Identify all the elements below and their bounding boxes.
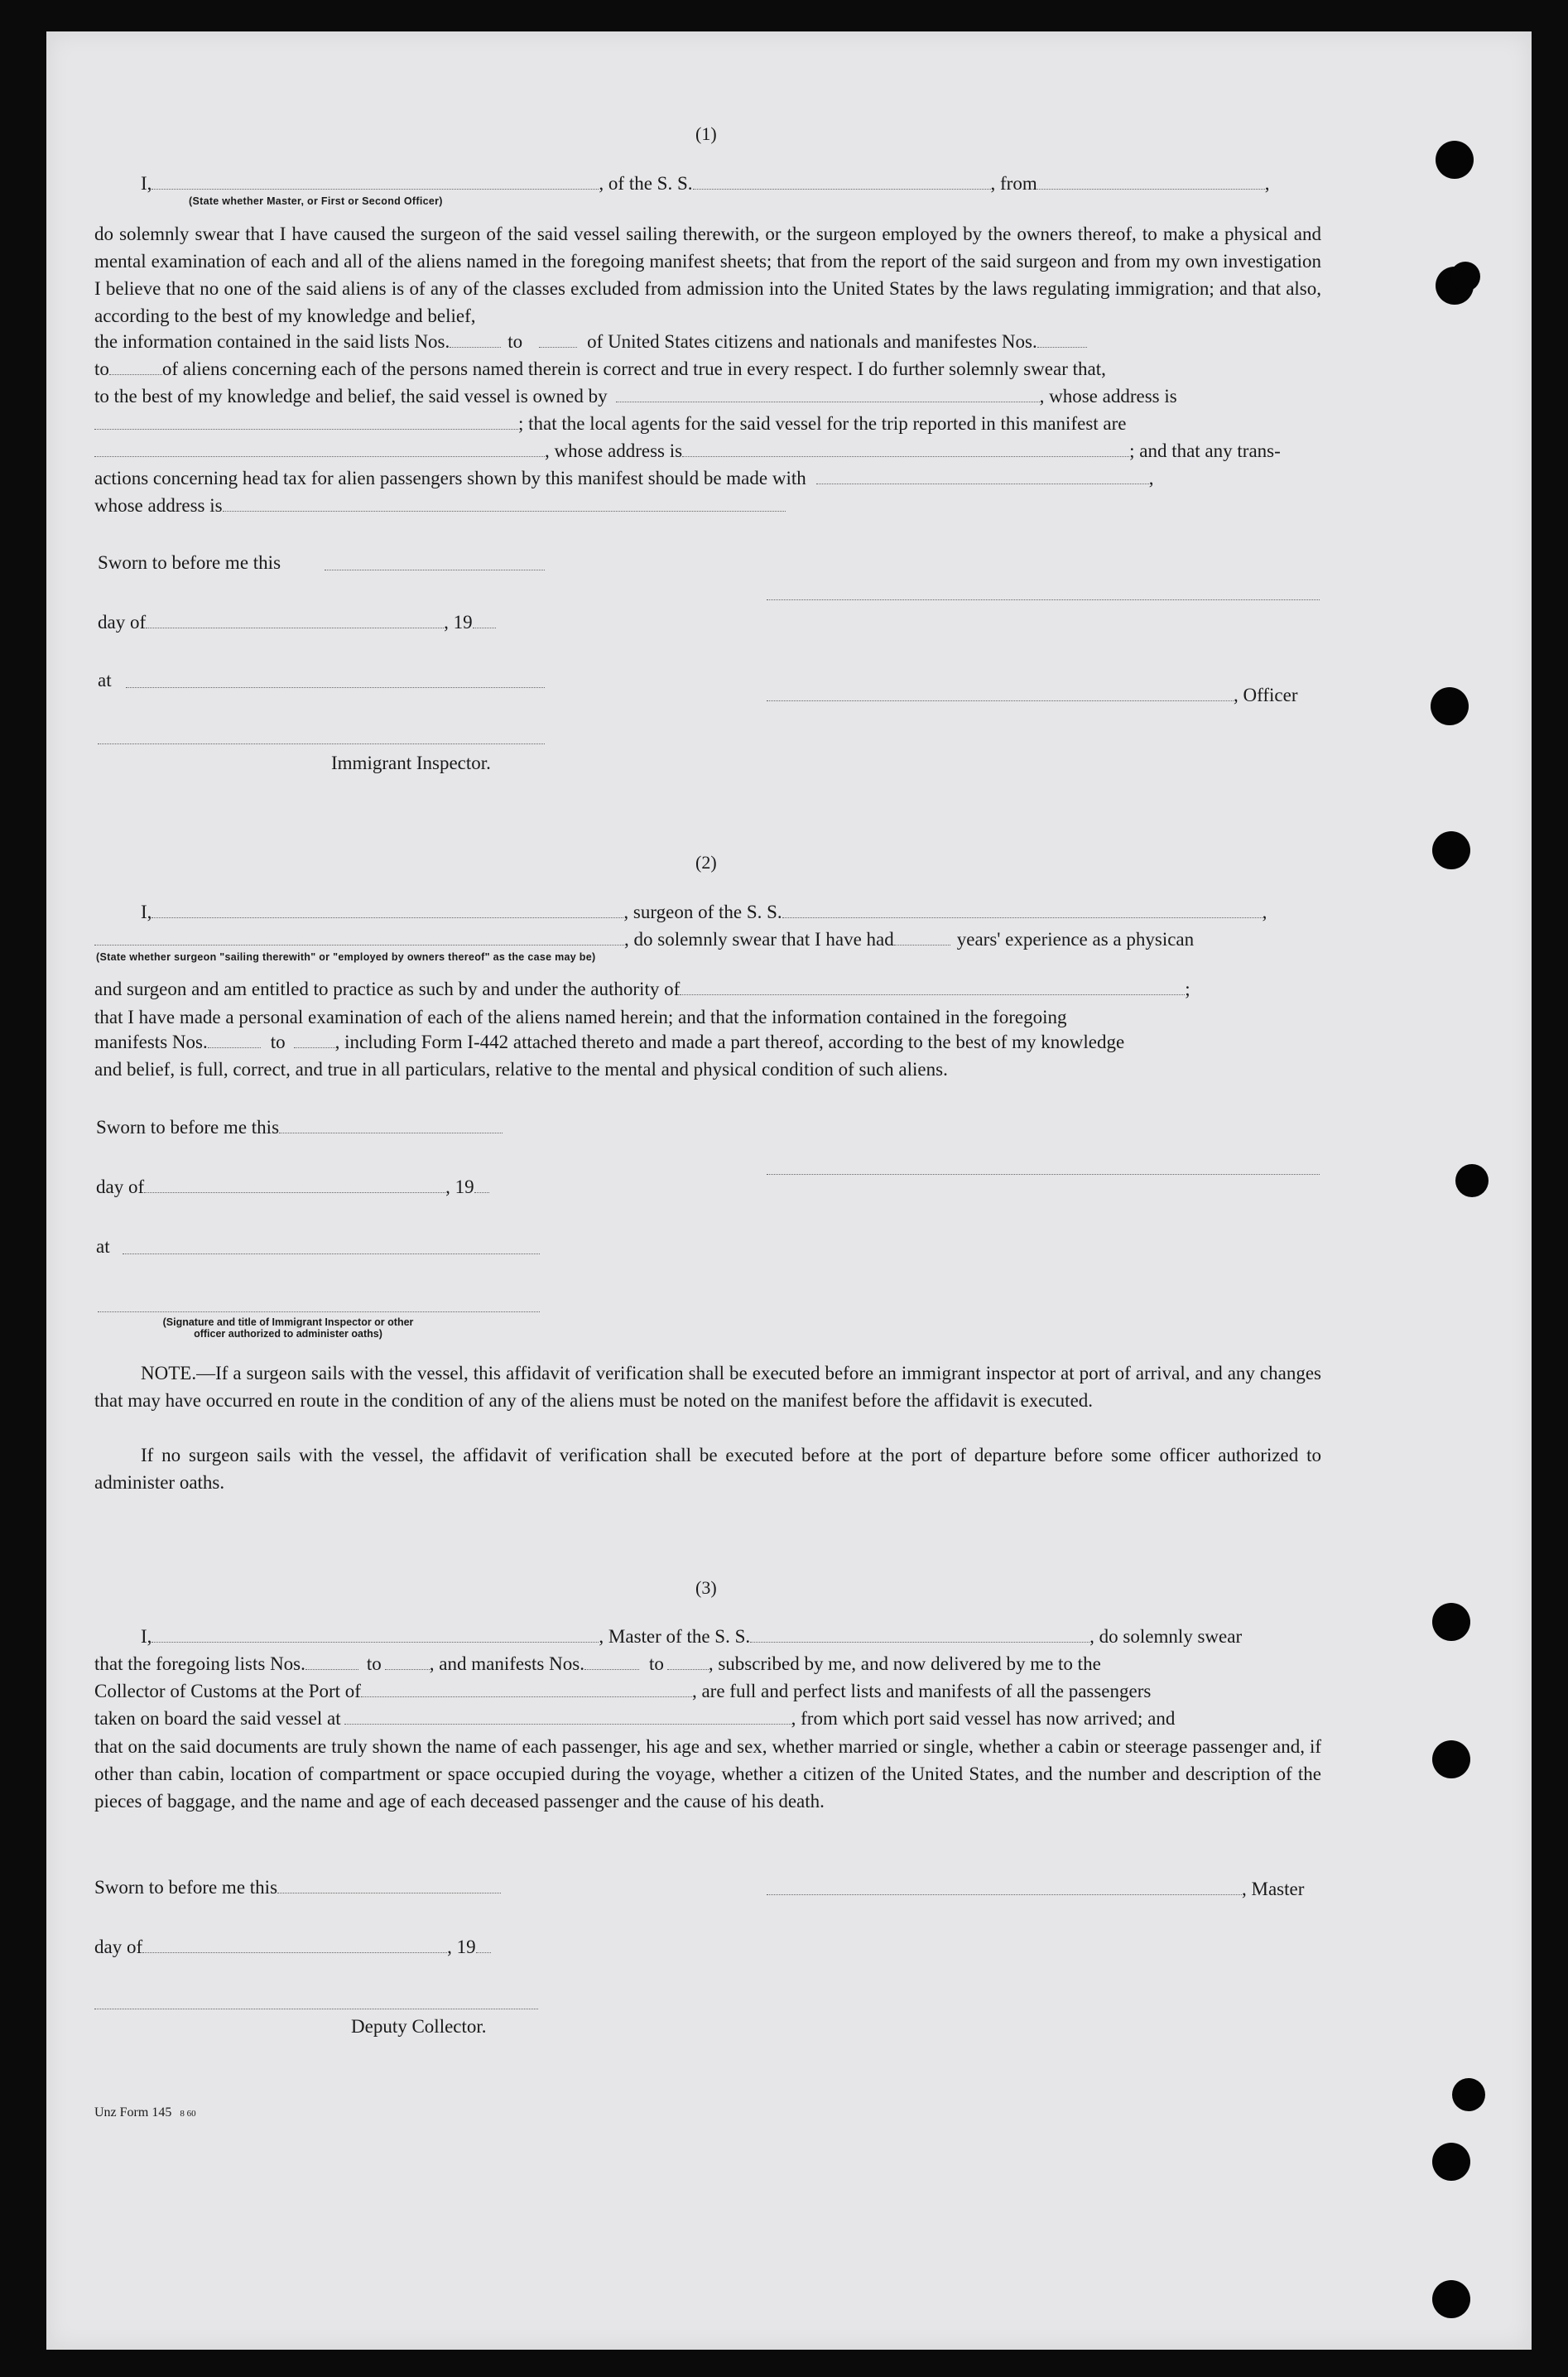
officer-title-field[interactable] bbox=[767, 684, 1234, 701]
master-name-field[interactable] bbox=[152, 1625, 599, 1643]
master-ship-field[interactable] bbox=[750, 1625, 1089, 1643]
manifests-line: to of aliens concerning each of the persons named therein is correct and true in every respect. I do further solemnly swear that, bbox=[94, 358, 1106, 379]
surgeon-capacity-field[interactable] bbox=[94, 928, 624, 946]
note-surgeon-sails: NOTE.—If a surgeon sails with the vessel, this affidavit of verification shall be executed before an immigrant inspector at port of arrival, and any changes that may have occurred en route in the condition of any of the aliens must be noted on the manifest before the affidavit is executed. bbox=[94, 1363, 1321, 1411]
sworn-label: Sworn to before me this bbox=[94, 1876, 501, 1899]
master-signature-line: , Master bbox=[767, 1878, 1304, 1901]
authority-line: and surgeon and am entitled to practice as such by and under the authority of ; bbox=[94, 979, 1190, 999]
officer-rank-note: (State whether Master, or First or Second Officer) bbox=[189, 195, 443, 207]
owner-field[interactable] bbox=[616, 385, 1040, 402]
year-field[interactable] bbox=[473, 611, 496, 628]
day-of-field[interactable] bbox=[142, 1936, 447, 1953]
section-number: (2) bbox=[695, 852, 717, 873]
s3-manifests-from-field[interactable] bbox=[584, 1653, 639, 1670]
surgeon-ship-field[interactable] bbox=[782, 901, 1263, 918]
signature-note: (Signature and title of Immigrant Inspector or other officer authorized to administer oaths) bbox=[162, 1316, 414, 1340]
officer-signature-line: , Officer bbox=[767, 684, 1297, 707]
year-field[interactable] bbox=[476, 1936, 491, 1953]
inspector-title: Immigrant Inspector. bbox=[331, 753, 491, 773]
form-number: Unz Form 145 8 60 bbox=[94, 2105, 196, 2120]
at-place-field[interactable] bbox=[126, 687, 545, 688]
inspector-signature-field[interactable] bbox=[98, 743, 545, 744]
departure-port-field[interactable] bbox=[344, 1707, 791, 1725]
at-place-field[interactable] bbox=[123, 1253, 540, 1254]
s3-lists-to-field[interactable] bbox=[385, 1653, 430, 1670]
belief-line: and belief, is full, correct, and true in all particulars, relative to the mental and physical condition of such aliens. bbox=[94, 1059, 948, 1080]
s3-lists-from-field[interactable] bbox=[305, 1653, 358, 1670]
day-of-line: day of , 19 bbox=[94, 1936, 491, 1959]
agents-address-field[interactable] bbox=[682, 440, 1129, 457]
surgeon-capacity-note: (State whether surgeon "sailing therewith" or "employed by owners thereof" as the case may be) bbox=[96, 951, 596, 963]
officer-signature-field[interactable] bbox=[767, 599, 1320, 600]
owner-address-field[interactable] bbox=[94, 412, 518, 430]
collector-line: Collector of Customs at the Port of , are full and perfect lists and manifests of all the passengers bbox=[94, 1681, 1152, 1701]
sworn-date-field[interactable] bbox=[279, 1116, 503, 1133]
agents-address-line: , whose address is ; and that any trans- bbox=[94, 440, 1281, 463]
sworn-date-field[interactable] bbox=[277, 1876, 501, 1893]
s2-manifests-to-field[interactable] bbox=[294, 1031, 335, 1048]
day-of-field[interactable] bbox=[144, 1176, 445, 1193]
oath-officer-signature-field[interactable] bbox=[98, 1311, 540, 1312]
lists-to-field[interactable] bbox=[539, 330, 577, 348]
surgeon-line-2: , do solemnly swear that I have had years' experience as a physican bbox=[94, 928, 1194, 951]
s3-manifests-to-field[interactable] bbox=[667, 1653, 709, 1670]
surgeon-line-1: I, , surgeon of the S. S. , bbox=[141, 902, 1267, 922]
master-line-1: I, , Master of the S. S. , do solemnly swear bbox=[141, 1626, 1243, 1647]
manifests-from-field[interactable] bbox=[1037, 330, 1087, 348]
head-tax-address-field[interactable] bbox=[223, 494, 786, 512]
authority-field[interactable] bbox=[680, 978, 1185, 995]
lists-from-field[interactable] bbox=[450, 330, 501, 348]
master-signature-field[interactable] bbox=[767, 1878, 1242, 1895]
day-of-line: day of , 19 bbox=[96, 1176, 489, 1199]
label-i: I, bbox=[141, 173, 152, 194]
year-field[interactable] bbox=[474, 1176, 489, 1193]
day-of-field[interactable] bbox=[146, 611, 444, 628]
lists-line: the information contained in the said lists Nos. to of United States citizens and nationals and manifestes Nos. bbox=[94, 330, 1087, 354]
sworn-label: Sworn to before me this bbox=[98, 552, 281, 573]
manifests-to-field[interactable] bbox=[109, 358, 162, 375]
note-no-surgeon: If no surgeon sails with the vessel, the affidavit of verification shall be executed before at the port of departure before some officer authorized to administer oaths. bbox=[94, 1445, 1321, 1493]
manifests-nos-line: manifests Nos. to , including Form I-442 attached thereto and made a part thereof, according to the best of my knowledge bbox=[94, 1032, 1125, 1052]
deputy-title: Deputy Collector. bbox=[351, 2016, 487, 2037]
agents-line: ; that the local agents for the said vessel for the trip reported in this manifest are bbox=[94, 412, 1126, 435]
head-tax-line: actions concerning head tax for alien passengers shown by this manifest should be made with , bbox=[94, 468, 1154, 488]
sworn-label: Sworn to before me this bbox=[96, 1116, 503, 1139]
head-tax-contact-field[interactable] bbox=[816, 467, 1149, 484]
years-experience-field[interactable] bbox=[894, 928, 950, 946]
day-of-line: day of , 19 bbox=[98, 611, 496, 634]
from-port-field[interactable] bbox=[1037, 172, 1265, 190]
oath-paragraph-1: do solemnly swear that I have caused the surgeon of the said vessel sailing therewith, or the surgeon employed by the owners thereof, to make a physical and mental examination of each and all of the aliens named in the foregoing manifest sheets; that from the report of the said surgeon and from my own investigation I believe that no one of the said aliens is of any of the classes excluded from admission into the United States by the laws regulating immigration; and that also, according to the best of my knowledge and belief, bbox=[94, 224, 1321, 326]
owner-line: to the best of my knowledge and belief, the said vessel is owned by , whose address is bbox=[94, 386, 1177, 407]
surgeon-name-field[interactable] bbox=[152, 901, 623, 918]
section-number: (1) bbox=[695, 123, 717, 144]
section-number: (3) bbox=[695, 1577, 717, 1598]
at-label: at bbox=[96, 1236, 110, 1257]
oath-line-1: I, , of the S. S. , from , bbox=[141, 173, 1270, 194]
surgeon-signature-field[interactable] bbox=[767, 1174, 1320, 1175]
ship-name-field[interactable] bbox=[693, 172, 991, 190]
agents-field[interactable] bbox=[94, 440, 545, 457]
label-from: , from bbox=[990, 173, 1037, 194]
head-tax-address-line: whose address is bbox=[94, 494, 786, 517]
lists-nos-line: that the foregoing lists Nos. to , and manifests Nos. to , subscribed by me, and now delivered by me to the bbox=[94, 1653, 1101, 1674]
officer-name-field[interactable] bbox=[152, 172, 599, 190]
at-label: at bbox=[98, 670, 112, 690]
examination-line: that I have made a personal examination of each of the aliens named herein; and that the information contained in the foregoing bbox=[94, 1007, 1067, 1027]
taken-on-board-line: taken on board the said vessel at , from which port said vessel has now arrived; and bbox=[94, 1708, 1176, 1729]
label-of-ss: , of the S. S. bbox=[599, 173, 693, 194]
s2-manifests-from-field[interactable] bbox=[208, 1031, 261, 1048]
collector-port-field[interactable] bbox=[361, 1680, 692, 1697]
documents-paragraph: that on the said documents are truly shown the name of each passenger, his age and sex, whether married or single, whether a cabin or steerage passenger and, if other than cabin, location of compartment or space occupied during the voyage, whether a citizen of the United States, and the number and description of the pieces of baggage, and the name and age of each deceased passenger and the cause of his death. bbox=[94, 1736, 1321, 1812]
